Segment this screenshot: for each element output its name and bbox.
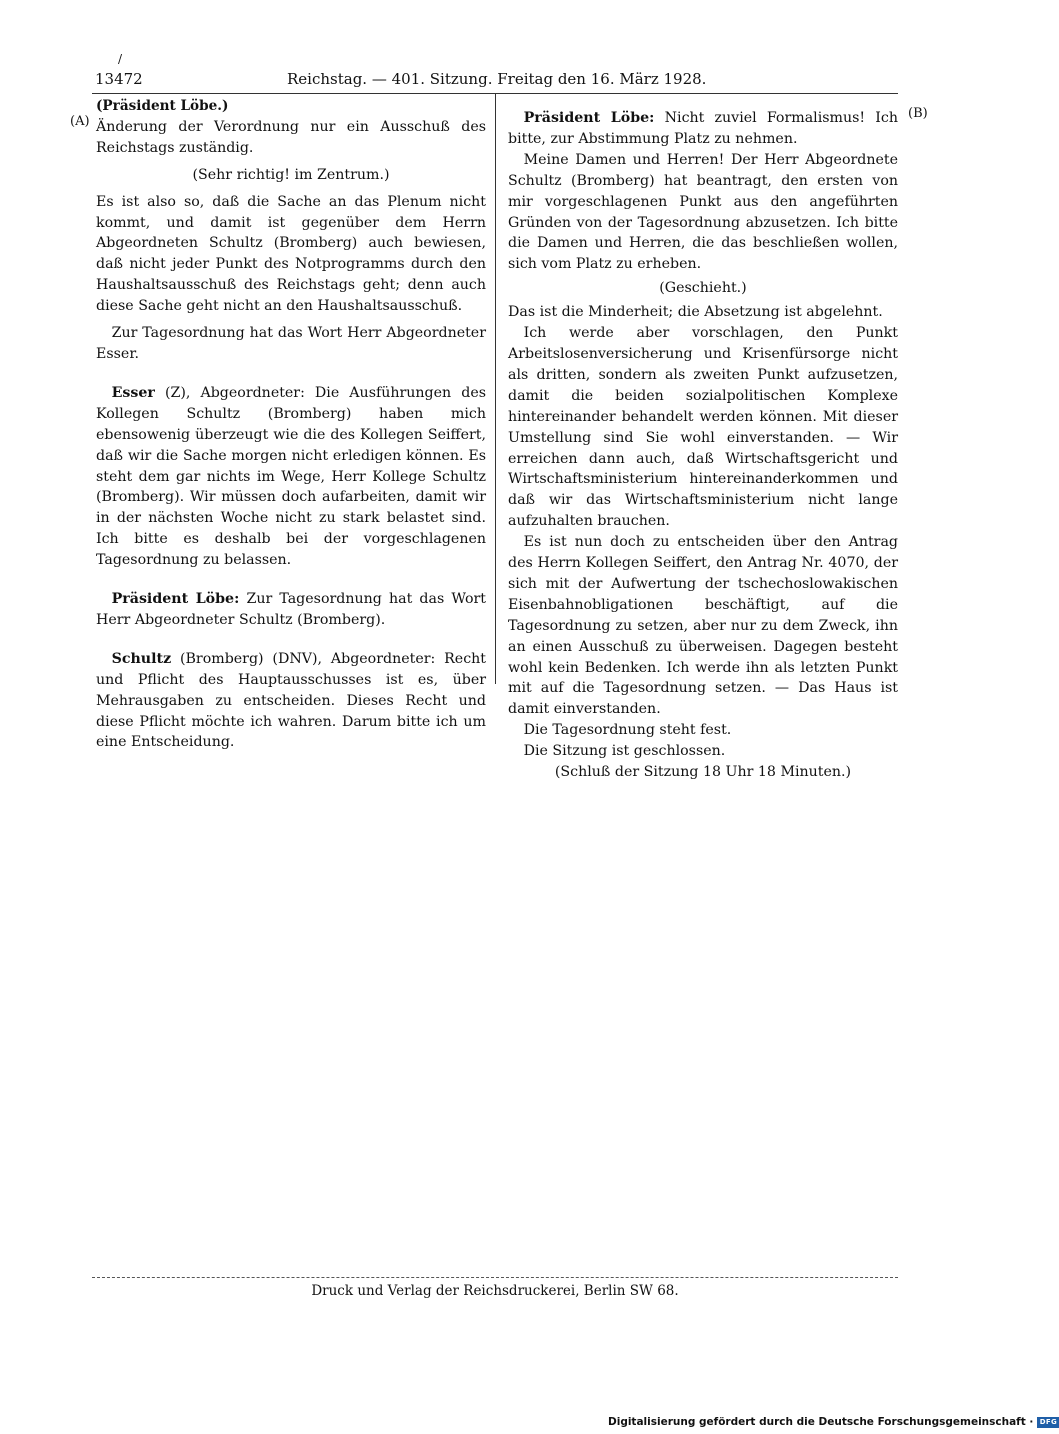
running-speaker: (Präsident Löbe.): [96, 98, 229, 114]
paragraph: Änderung der Verordnung nur ein Ausschuß des Reichstags zuständig.: [96, 118, 486, 156]
speech-president: [508, 108, 898, 150]
left-column: [96, 96, 486, 753]
footer-rule: [92, 1277, 898, 1278]
interjection: (Geschieht.): [659, 280, 747, 297]
speaker-name: Präsident Löbe:: [111, 591, 240, 608]
column-divider: [495, 94, 496, 684]
speech-esser: [96, 383, 486, 571]
paragraph: Das ist die Minderheit; die Absetzung ist abgelehnt.: [508, 304, 883, 321]
speaker-name: Schultz: [111, 650, 172, 667]
digitization-credit: [608, 1416, 1059, 1428]
paragraph: Die Tagesordnung steht fest.: [523, 722, 732, 739]
speech-schultz: [96, 649, 486, 754]
speech-text: Zur Tagesordnung hat das Wort Herr Abgeordneter Schultz (Bromberg).: [96, 591, 486, 628]
page-header: [95, 70, 895, 94]
speech-text: (Z), Abgeordneter: Die Ausführungen des Kollegen Schultz (Bromberg) haben mich ebensowenig überzeugt wie die des Kollegen Seiffert, daß wir die Sache morgen nicht erledigen können. Es steht dem gar nichts im Wege, Herr Kollege Schultz (Bromberg). Wir müssen doch aufarbeiten, damit wir in der nächsten Woche nicht zu stark belastet sind. Ich bitte es deshalb bei der vorgeschlagenen Tagesordnung zu belassen.: [96, 384, 486, 569]
paragraph: Die Sitzung ist geschlossen.: [523, 743, 726, 760]
paragraph: Es ist nun doch zu entscheiden über den Antrag des Herrn Kollegen Seiffert, den Antrag Nr. 4070, der sich mit der Aufwertung der tschechoslowakischen Eisenbahnobligationen beschäftigt, auf die Tagesordnung zu setzen, aber nur zu dem Zweck, ihn an einen Ausschuß zu überweisen. Dagegen besteht wohl kein Bedenken. Ich werde ihn als letzten Punkt mit auf die Tagesordnung setzen. — Das Haus ist damit einverstanden.: [508, 534, 898, 718]
speech-text: (Bromberg) (DNV), Abgeordneter: Recht und Pflicht des Hauptausschusses ist es, über Mehrausgaben zu entscheiden. Dieses Recht und diese Pflicht möchte ich wahren. Darum bitte ich um eine Entscheidung.: [96, 650, 486, 751]
printer-imprint: Druck und Verlag der Reichsdruckerei, Berlin SW 68.: [311, 1283, 679, 1299]
session-close-note: (Schluß der Sitzung 18 Uhr 18 Minuten.): [554, 764, 852, 781]
credit-text: Digitalisierung gefördert durch die Deutsche Forschungsgemeinschaft ·: [608, 1416, 1034, 1428]
interjection: (Sehr richtig! im Zentrum.): [192, 166, 390, 183]
running-title: Reichstag. — 401. Sitzung. Freitag den 16. März 1928.: [287, 70, 707, 88]
paragraph: Meine Damen und Herren! Der Herr Abgeordnete Schultz (Bromberg) hat beantragt, den ersten von mir vorgeschlagenen Punkt aus den angeführten Gründen von der Tagesordnung abzusetzen. Ich bitte die Damen und Herren, die das beschließen wollen, sich vom Platz zu erheben.: [508, 151, 898, 273]
speaker-name: Präsident Löbe:: [523, 110, 655, 126]
margin-mark-a: (A): [70, 114, 90, 129]
paragraph: Ich werde aber vorschlagen, den Punkt Arbeitslosenversicherung und Krisenfürsorge nicht als dritten, sondern als zweiten Punkt aufzusetzen, damit die beiden sozialpolitischen Komplexe hintereinander behandelt werden können. Mit dieser Umstellung sind Sie wohl einverstanden. — Wir erreichen dann auch, daß Wirtschaftsgericht und Wirtschaftsministerium hintereinanderkommen und daß wir das Wirtschaftsministerium nicht lange aufzuhalten brauchen.: [508, 325, 898, 530]
right-column: [508, 108, 898, 783]
margin-tick: /: [118, 52, 123, 66]
dfg-logo-icon: DFG: [1037, 1417, 1059, 1428]
page-number: 13472: [95, 70, 143, 88]
margin-mark-b: (B): [908, 106, 928, 121]
speech-president: [96, 589, 486, 631]
paragraph: Es ist also so, daß die Sache an das Plenum nicht kommt, und damit ist gegenüber dem Herrn Abgeordneten Schultz (Bromberg) auch bewiesen, daß nicht jeder Punkt des Notprogramms durch den Haushaltsausschuß des Reichstags geht; denn auch diese Sache geht nicht an den Haushaltsausschuß.: [96, 193, 486, 315]
paragraph: Zur Tagesordnung hat das Wort Herr Abgeordneter Esser.: [96, 325, 486, 362]
speaker-name: Esser: [111, 384, 155, 401]
speech-text: Nicht zuviel Formalismus! Ich bitte, zur Abstimmung Platz zu nehmen.: [508, 110, 898, 147]
